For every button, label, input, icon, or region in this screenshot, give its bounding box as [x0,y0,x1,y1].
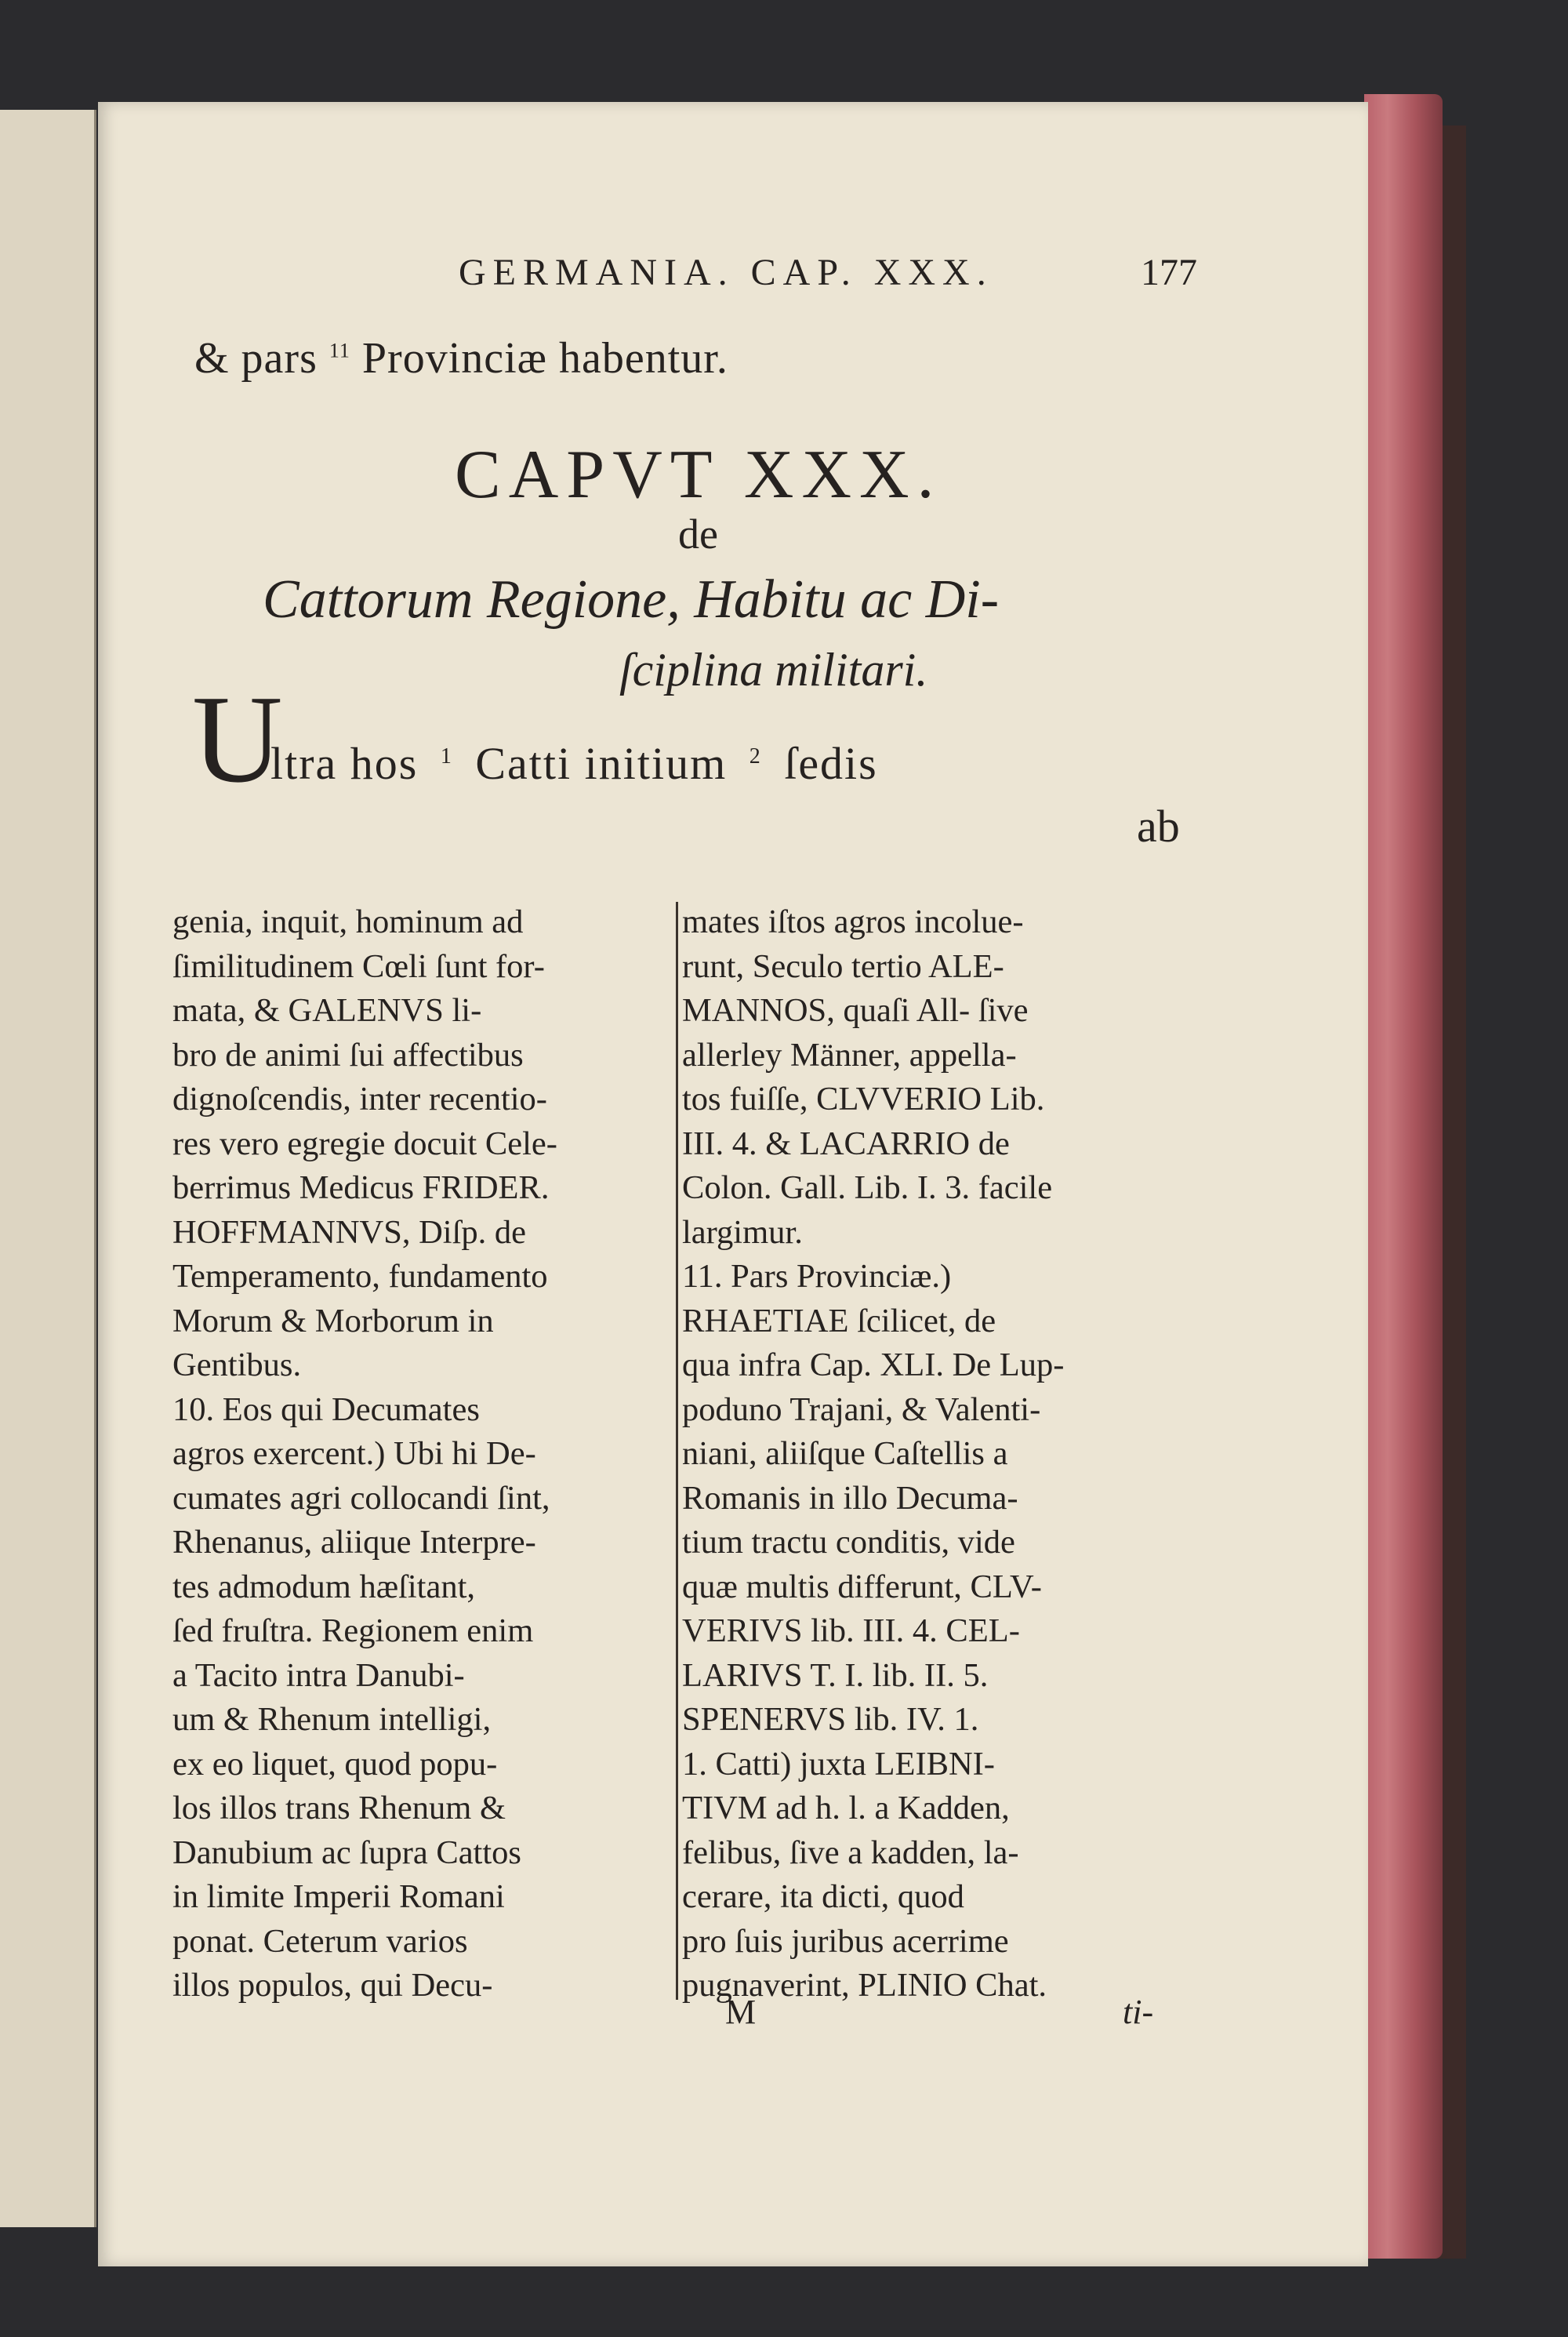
note-line: RHAETIAE ſcilicet, de [682,1302,996,1339]
red-page-edges [1364,94,1443,2259]
note-line: um & Rhenum intelligi, [172,1701,492,1738]
body-text-part: ſedis [784,738,878,789]
note-line: poduno Trajani, & Valenti- [682,1390,1041,1428]
body-text-part: Catti initium [475,738,728,789]
note-line: in limite Imperii Romani [172,1878,505,1915]
facing-page-edge [0,110,96,2227]
note-line: III. 4. & LACARRIO de [682,1125,1010,1162]
note-line: Temperamento, fundamento [172,1258,548,1295]
note-line: illos populos, qui Decu- [172,1967,493,2004]
column-rule [676,902,678,2000]
note-line: ponat. Ceterum varios [172,1922,468,1960]
note-line: cerare, ita dicti, quod [682,1878,964,1915]
footnote-mark: 11 [328,339,350,362]
footnote-mark-2: 2 [749,743,762,769]
note-line: Romanis in illo Decuma- [682,1479,1018,1517]
note-line: Danubium ac ſupra Cattos [172,1834,521,1871]
chapter-heading: CAPVT XXX. [455,437,942,513]
note-line: ſed fruſtra. Regionem enim [172,1612,534,1649]
note-line: Morum & Morborum in [172,1302,494,1339]
note-line: felibus, ſive a kadden, la- [682,1834,1019,1871]
note-line: 1. Catti) juxta LEIBNI- [682,1745,995,1783]
footnote-mark-1: 1 [440,743,453,769]
note-line: allerley Männer, appella- [682,1036,1017,1074]
note-line: agros exercent.) Ubi hi De- [172,1435,536,1472]
note-line: LARIVS T. I. lib. II. 5. [682,1656,989,1694]
note-line: a Tacito intra Danubi- [172,1656,465,1694]
note-line: genia, inquit, hominum ad [172,903,524,940]
note-line: ſimilitudinem Cœli ſunt for- [172,947,545,985]
note-line: MANNOS, quaſi All- ſive [682,992,1029,1029]
note-line: 10. Eos qui Decumates [172,1390,480,1428]
drop-cap: U [192,669,283,809]
chapter-subtitle-line2: ſciplina militari. [619,644,928,696]
note-line: ex eo liquet, quod popu- [172,1745,498,1783]
carryover-text: & pars [194,334,318,383]
body-text-line1 [270,737,878,790]
notes-right-column [682,900,1188,2008]
catchword: ti- [1123,1993,1154,2031]
note-line: tium tractu conditis, vide [682,1524,1015,1561]
chapter-de: de [678,511,718,558]
note-line: los illos trans Rhenum & [172,1790,506,1826]
note-line: runt, Seculo tertio ALE- [682,947,1004,985]
note-line: Colon. Gall. Lib. I. 3. facile [682,1169,1053,1206]
note-line: Gentibus. [172,1347,302,1383]
carryover-line [194,333,728,383]
note-line: HOFFMANNVS, Diſp. de [172,1213,527,1251]
note-line: tes admodum hæſitant, [172,1568,476,1605]
note-line: pro ſuis juribus acerrime [682,1922,1009,1960]
note-line: VERIVS lib. III. 4. CEL- [682,1612,1020,1649]
note-line: pugnaverint, PLINIO Chat. [682,1967,1047,2004]
note-line: cumates agri collocandi ſint, [172,1479,550,1517]
note-line: res vero egregie docuit Cele- [172,1125,557,1162]
notes-left-column [172,900,666,2008]
body-text-line2: ab [1137,801,1180,852]
note-line: mates iſtos agros incolue- [682,903,1024,940]
chapter-subtitle-line1: Cattorum Regione, Habitu ac Di- [263,569,1000,630]
note-line: dignoſcendis, inter recentio- [172,1081,547,1118]
note-line: tos fuiſſe, CLVVERIO Lib. [682,1081,1045,1118]
note-line: largimur. [682,1213,803,1251]
running-head: GERMANIA. CAP. XXX. [459,252,993,293]
note-line: berrimus Medicus FRIDER. [172,1169,550,1206]
note-line: TIVM ad h. l. a Kadden, [682,1790,1010,1826]
note-line: 11. Pars Provinciæ.) [682,1258,952,1295]
page-number: 177 [1141,252,1197,293]
note-line: Rhenanus, aliique Interpre- [172,1524,536,1561]
note-line: bro de animi ſui affectibus [172,1036,524,1074]
body-text-part: ltra hos [270,738,419,789]
note-line: qua infra Cap. XLI. De Lup- [682,1347,1065,1383]
note-line: mata, & GALENVS li- [172,992,482,1029]
note-line: quæ multis differunt, CLV- [682,1568,1042,1605]
signature-mark: M [725,1993,757,2031]
carryover-text-after: Provinciæ habentur. [361,334,728,383]
note-line: niani, aliiſque Caſtellis a [682,1435,1008,1472]
note-line: SPENERVS lib. IV. 1. [682,1701,979,1738]
